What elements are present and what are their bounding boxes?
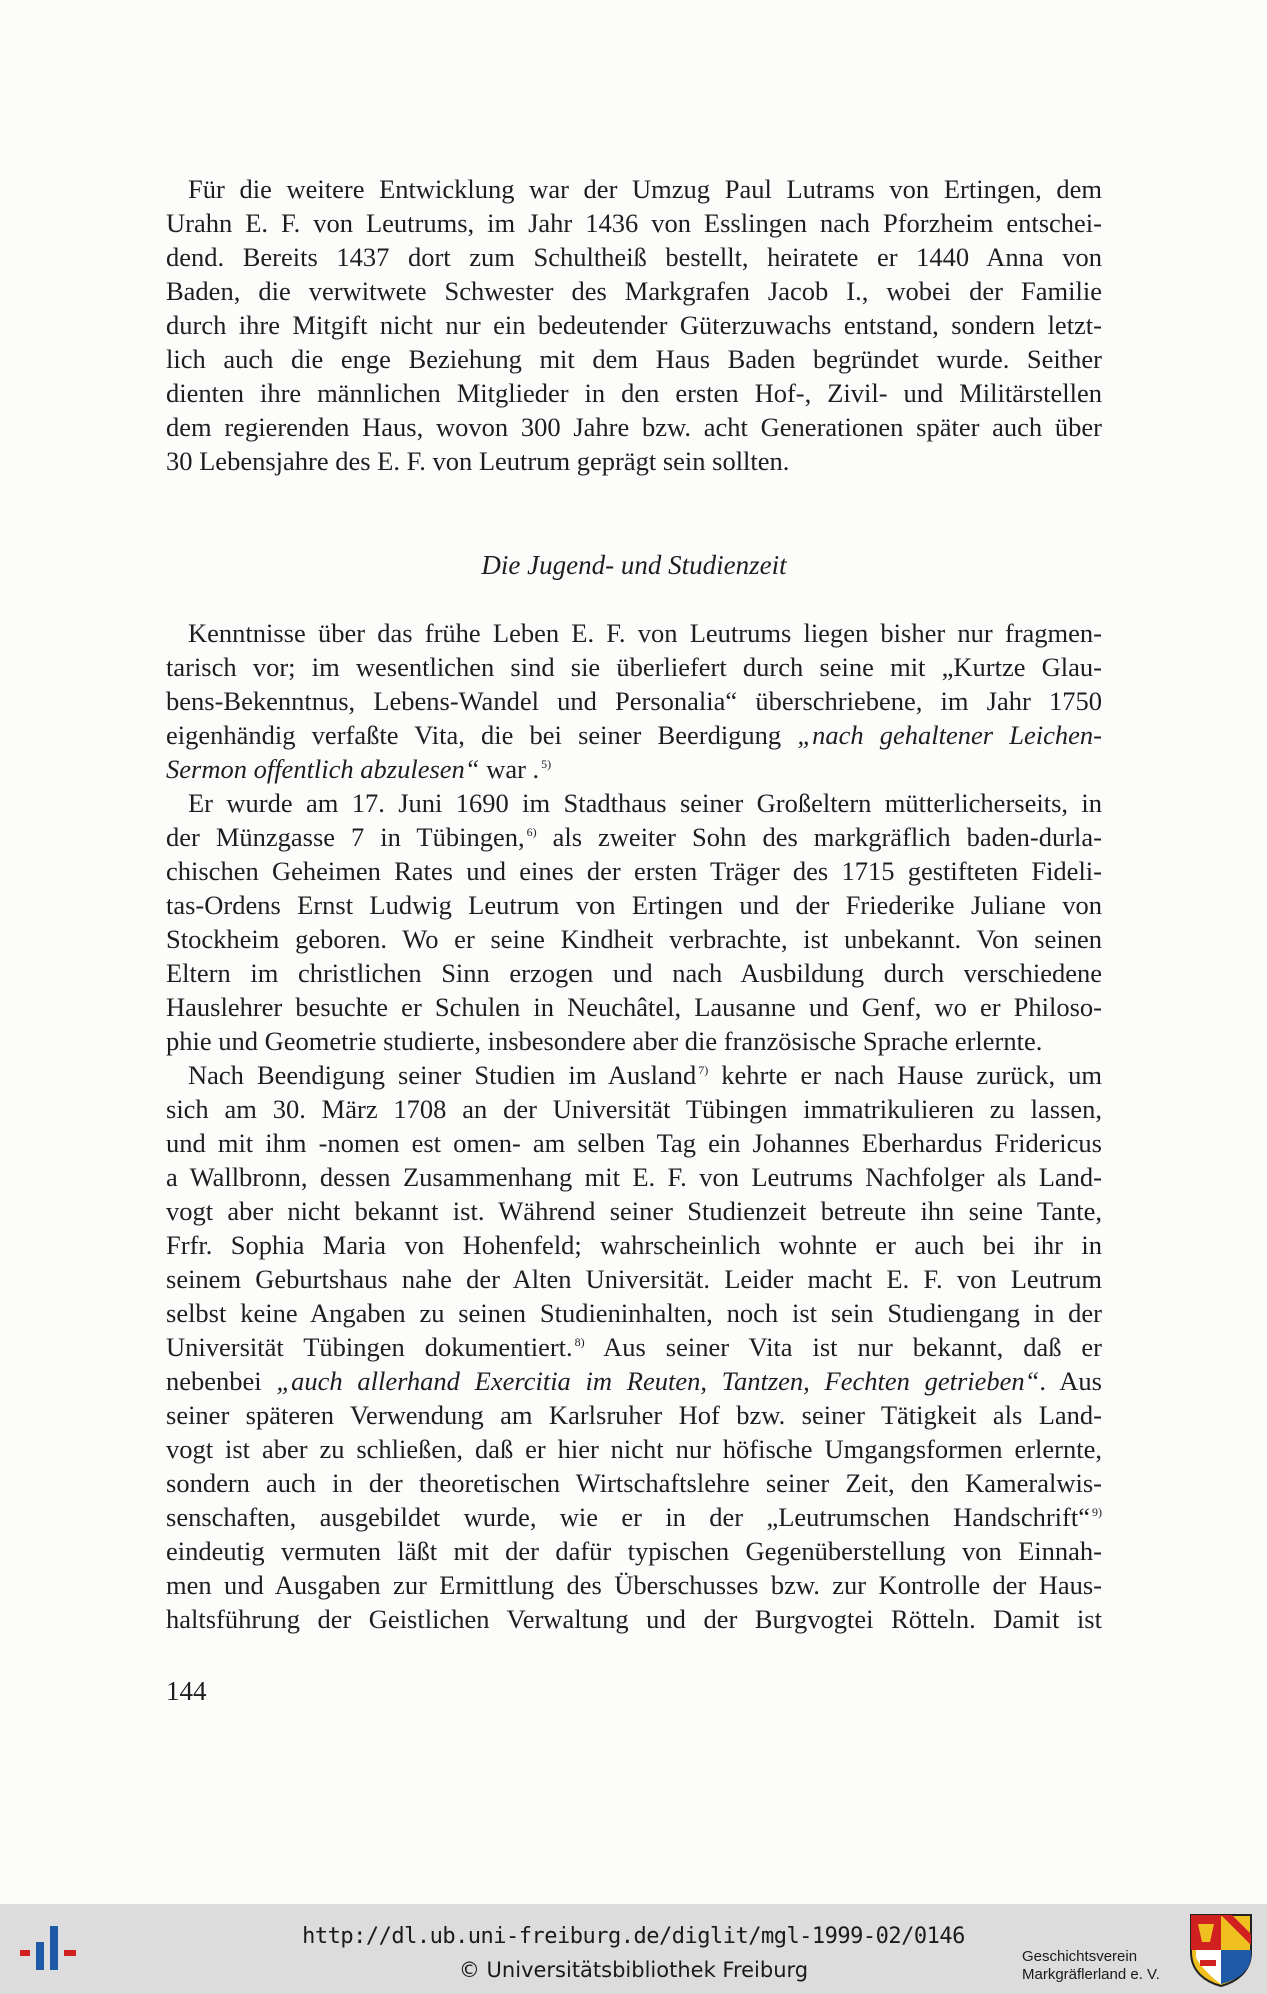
text-line: [166, 1058, 1102, 1092]
text-line: selbst keine Angaben zu seinen Studieninhalten, noch ist sein Studiengang in der: [166, 1298, 1102, 1328]
text-line: tarisch vor; im wesentlichen sind sie überliefert durch seine mit „Kurtze Glau-: [166, 652, 1102, 682]
org-name-line1: Geschichtsverein: [1022, 1948, 1138, 1965]
line-text: war .: [479, 754, 540, 784]
text-line: vogt aber nicht bekannt ist. Während seiner Studienzeit betreute ihn seine Tante,: [166, 1196, 1102, 1226]
text-line: Eltern im christlichen Sinn erzogen und nach Ausbildung durch verschiedene: [166, 958, 1102, 988]
quote-text: „nach gehaltener Leichen-: [797, 720, 1102, 750]
text-line: und mit ihm -nomen est omen- am selben Tag ein Johannes Eberhardus Fridericus: [166, 1128, 1102, 1158]
text-line: [166, 820, 1102, 854]
text-line: [166, 1330, 1102, 1364]
text-line: tas-Ordens Ernst Ludwig Leutrum von Ertingen und der Friederike Juliane von: [166, 890, 1102, 920]
text-line: eindeutig vermuten läßt mit der dafür typischen Gegenüberstellung von Einnah-: [166, 1536, 1102, 1566]
footer-organization: [1022, 1948, 1160, 1984]
text-line: [166, 718, 1102, 752]
line-text: als zweiter Sohn des markgräflich baden-durla-: [536, 822, 1102, 852]
org-name-line2: Markgräflerland e. V.: [1022, 1966, 1160, 1983]
text-line: Für die weitere Entwicklung war der Umzug Paul Lutrams von Ertingen, dem: [188, 174, 1102, 204]
text-line: dem regierenden Haus, wovon 300 Jahre bzw. acht Generationen später auch über: [166, 412, 1102, 442]
quote-text: „auch allerhand Exercitia im Reuten, Tantzen, Fechten getrieben“: [276, 1366, 1040, 1396]
text-line: Er wurde am 17. Juni 1690 im Stadthaus seiner Großeltern mütterlicherseits, in: [188, 788, 1102, 818]
line-text: eigenhändig verfaßte Vita, die bei seiner Beerdigung: [166, 720, 782, 750]
line-text: Universität Tübingen dokumentiert.: [166, 1332, 573, 1362]
text-line: dienten ihre männlichen Mitglieder in den ersten Hof-, Zivil- und Militärstellen: [166, 378, 1102, 408]
text-line: bens-Bekenntnus, Lebens-Wandel und Personalia“ überschriebene, im Jahr 1750: [166, 686, 1102, 716]
footnote-marker: 5): [541, 757, 552, 771]
text-line: a Wallbronn, dessen Zusammenhang mit E. F. von Leutrums Nachfolger als Land-: [166, 1162, 1102, 1192]
footer-copyright: © Universitätsbibliothek Freiburg: [458, 1958, 809, 1982]
text-line: seinem Geburtshaus nahe der Alten Universität. Leider macht E. F. von Leutrum: [166, 1264, 1102, 1294]
footnote-marker: 9): [1092, 1505, 1102, 1519]
line-text: nebenbei: [166, 1366, 262, 1396]
text-line: Stockheim geboren. Wo er seine Kindheit verbrachte, ist unbekannt. Von seinen: [166, 924, 1102, 954]
text-line: [166, 1500, 1102, 1534]
text-line: Kenntnisse über das frühe Leben E. F. von Leutrums liegen bisher nur fragmen-: [188, 618, 1102, 648]
text-line: vogt ist aber zu schließen, daß er hier nicht nur höfische Umgangsformen erlernte,: [166, 1434, 1102, 1464]
line-text: der Münzgasse 7 in Tübingen,: [166, 822, 525, 852]
text-line: [166, 752, 1102, 786]
footnote-marker: 6): [526, 825, 537, 839]
footer-bar: [0, 1904, 1267, 1994]
footer-url-link[interactable]: http://dl.ub.uni-freiburg.de/diglit/mgl-1999-02/0146: [302, 1924, 965, 1949]
text-line: Urahn E. F. von Leutrums, im Jahr 1436 von Esslingen nach Pforzheim entschei-: [166, 208, 1102, 238]
line-text: . Aus: [1039, 1366, 1102, 1396]
text-line: Frfr. Sophia Maria von Hohenfeld; wahrscheinlich wohnte er auch bei ihr in: [166, 1230, 1102, 1260]
text-line: lich auch die enge Beziehung mit dem Haus Baden begründet wurde. Seither: [166, 344, 1102, 374]
text-line: [166, 1364, 1102, 1398]
text-line: Hauslehrer besuchte er Schulen in Neuchâtel, Lausanne und Genf, wo er Philoso-: [166, 992, 1102, 1022]
footnote-marker: 7): [698, 1063, 709, 1077]
line-text: Nach Beendigung seiner Studien im Ausland: [188, 1060, 697, 1090]
text-line: 30 Lebensjahre des E. F. von Leutrum geprägt sein sollten.: [166, 446, 790, 476]
text-line: seiner späteren Verwendung am Karlsruher Hof bzw. seiner Tätigkeit als Land-: [166, 1400, 1102, 1430]
footnote-marker: 8): [574, 1335, 585, 1349]
text-line: phie und Geometrie studierte, insbesondere aber die französische Sprache erlernte.: [166, 1026, 1043, 1056]
text-line: men und Ausgaben zur Ermittlung des Überschusses bzw. zur Kontrolle der Haus-: [166, 1570, 1102, 1600]
paragraph-1: [166, 172, 1102, 478]
text-line: haltsführung der Geistlichen Verwaltung und der Burgvogtei Rötteln. Damit ist: [166, 1604, 1102, 1634]
text-line: dend. Bereits 1437 dort zum Schultheiß bestellt, heiratete er 1440 Anna von: [166, 242, 1102, 272]
text-line: sich am 30. März 1708 an der Universität Tübingen immatrikulieren zu lassen,: [166, 1094, 1102, 1124]
text-line: Baden, die verwitwete Schwester des Markgrafen Jacob I., wobei der Familie: [166, 276, 1102, 306]
line-text: kehrte er nach Hause zurück, um: [708, 1060, 1102, 1090]
line-text: Aus seiner Vita ist nur bekannt, daß er: [584, 1332, 1102, 1362]
quote-text: Sermon offentlich abzulesen“: [166, 754, 480, 784]
text-line: chischen Geheimen Rates und eines der ersten Träger des 1715 gestifteten Fideli-: [166, 856, 1102, 886]
page-number: 144: [166, 1676, 207, 1706]
paragraph-2: [166, 616, 1102, 1636]
text-line: durch ihre Mitgift nicht nur ein bedeutender Güterzuwachs entstand, sondern letzt-: [166, 310, 1102, 340]
section-heading: Die Jugend- und Studienzeit: [481, 550, 787, 580]
coat-of-arms-icon: [1188, 1912, 1254, 1988]
line-text: senschaften, ausgebildet wurde, wie er in der „Leutrumschen Handschrift“: [166, 1502, 1090, 1532]
text-line: sondern auch in der theoretischen Wirtschaftslehre seiner Zeit, den Kameralwis-: [166, 1468, 1102, 1498]
